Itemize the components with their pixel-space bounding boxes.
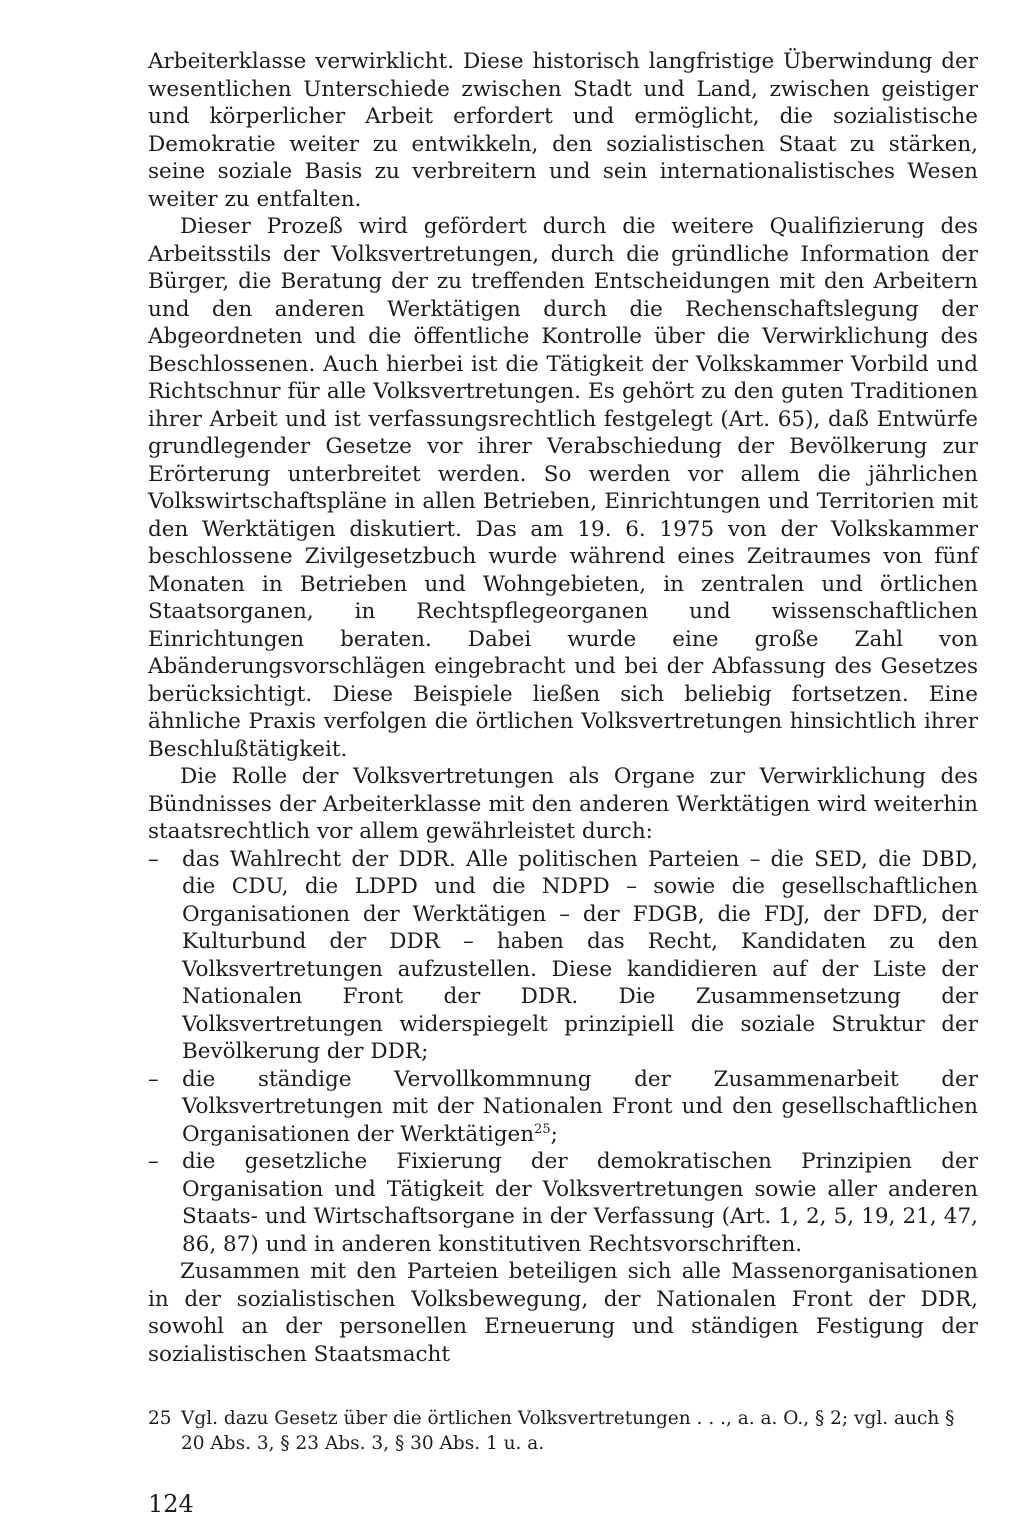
paragraph-4: Zusammen mit den Parteien beteiligen sich alle Massenorganisationen in der sozialistischen Volksbewegung, der Nationalen Front der DDR, sowohl an der personellen Erneuerung und ständigen Festigung der sozialistischen Staatsmacht	[148, 1259, 978, 1367]
book-page	[148, 48, 978, 1518]
footnote-text: Vgl. dazu Gesetz über die örtlichen Volksvertretungen . . ., a. a. O., § 2; vgl. auch § 20 Abs. 3, § 23 Abs. 3, § 30 Abs. 1 u. a.	[181, 1408, 955, 1454]
list-item-text: die ständige Vervollkommnung der Zusammenarbeit der Volksvertretungen mit der Nationalen Front und den gesellschaftlichen Organisationen der Werktätigen	[182, 1066, 978, 1147]
main-text	[148, 48, 978, 1368]
dash-marker: –	[148, 1066, 159, 1092]
list-item-end: ;	[550, 1121, 558, 1147]
paragraph-1: Arbeiterklasse verwirklicht. Diese historisch langfristige Überwindung der wesentlichen Unterschiede zwischen Stadt und Land, zwischen geistiger und körperlicher Arbeit erfordert und ermöglicht, die sozialistische Demokratie weiter zu entwikkeln, den sozialistischen Staat zu stärken, seine soziale Basis zu verbreitern und sein internationalistisches Wesen weiter zu entfalten.	[148, 49, 978, 212]
dash-marker: –	[148, 1149, 159, 1174]
list-item	[148, 846, 978, 1066]
dash-list	[148, 846, 978, 1259]
footnote	[148, 1406, 978, 1456]
footnote-reference: 25	[534, 1121, 551, 1137]
footnote-number: 25	[148, 1408, 172, 1429]
paragraph-2: Dieser Prozeß wird gefördert durch die weitere Qualifizierung des Arbeitsstils der Volksvertretungen, durch die gründliche Information der Bürger, die Beratung der zu treffenden Entscheidungen mit den Arbeitern und den anderen Werktätigen durch die Rechenschaftslegung der Abgeordneten und die öffentliche Kontrolle über die Verwirklichung des Beschlossenen. Auch hierbei ist die Tätigkeit der Volkskammer Vorbild und Richtschnur für alle Volksvertretungen. Es gehört zu den guten Traditionen ihrer Arbeit und ist verfassungsrechtlich festgelegt (Art. 65), daß Entwürfe grundlegender Gesetze vor ihrer Verabschiedung der Bevölkerung zur Erörterung unterbreitet werden. So werden vor allem die jährlichen Volkswirtschaftspläne in allen Betrieben, Einrichtungen und Territorien mit den Werktätigen diskutiert. Das am 19. 6. 1975 von der Volkskammer beschlossene Zivilgesetzbuch wurde während eines Zeitraumes von fünf Monaten in Betrieben und Wohngebieten, in zentralen und örtlichen Staatsorganen, in Rechtspflegeorganen und wissenschaftlichen Einrichtungen beraten. Dabei wurde eine große Zahl von Abänderungsvorschlägen eingebracht und bei der Abfassung des Gesetzes berücksichtigt. Diese Beispiele ließen sich beliebig fortsetzen. Eine ähnliche Praxis verfolgen die örtlichen Volksvertretungen hinsichtlich ihrer Beschlußtätigkeit.	[148, 214, 978, 762]
list-item	[148, 1148, 978, 1258]
list-item	[148, 1066, 978, 1149]
paragraph-3: Die Rolle der Volksvertretungen als Organe zur Verwirklichung des Bündnisses der Arbeiterklasse mit den anderen Werktätigen wird weiterhin staatsrechtlich vor allem gewährleistet durch:	[148, 764, 978, 844]
dash-marker: –	[148, 846, 159, 872]
list-item-text: das Wahlrecht der DDR. Alle politischen Parteien – die SED, die DBD, die CDU, die LDPD und die NDPD – sowie die gesellschaftlichen Organisationen der Werktätigen – der FDGB, die FDJ, der DFD, der Kulturbund der DDR – haben das Recht, Kandidaten zu den Volksvertretungen aufzustellen. Diese kandidieren auf der Liste der Nationalen Front der DDR. Die Zusammensetzung der Volksvertretungen widerspiegelt prinzipiell die soziale Struktur der Bevölkerung der DDR;	[182, 846, 978, 1064]
list-item-text: die gesetzliche Fixierung der demokratischen Prinzipien der Organisation und Tätigkeit der Volksvertretungen sowie aller anderen Staats- und Wirtschaftsorgane in der Verfassung (Art. 1, 2, 5, 19, 21, 47, 86, 87) und in anderen konstitutiven Rechtsvorschriften.	[182, 1149, 978, 1257]
page-number: 124	[148, 1490, 194, 1518]
